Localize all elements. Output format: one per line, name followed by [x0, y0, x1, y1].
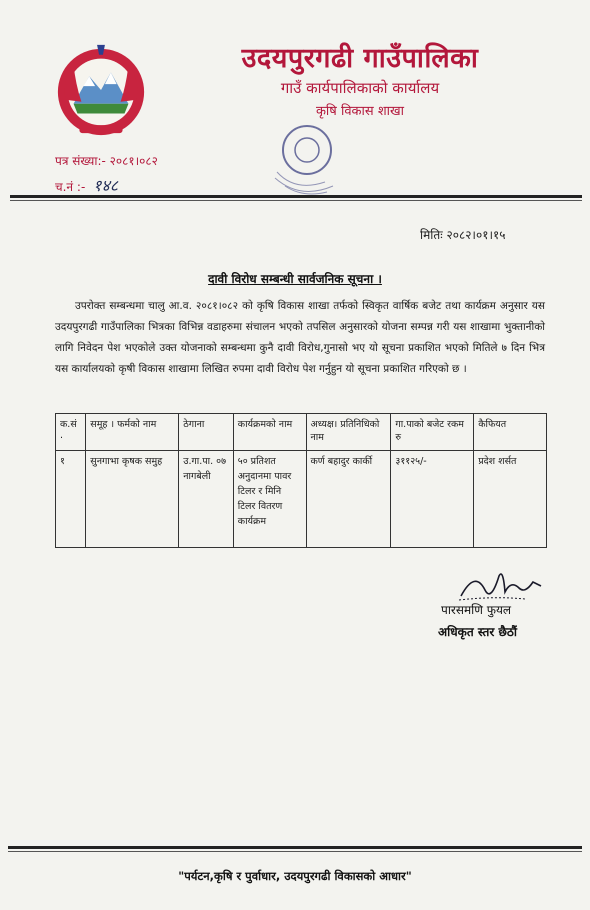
column-header-group: समूह । फर्मको नाम: [86, 414, 179, 451]
cell-serial: १: [56, 451, 86, 548]
footer-divider: [8, 846, 582, 849]
office-stamp-icon: [255, 112, 355, 202]
table-header-row: [56, 414, 547, 451]
column-header-program: कार्यक्रमको नाम: [233, 414, 306, 451]
dispatch-number-value: १४८: [93, 176, 119, 195]
footer-divider-thin: [8, 851, 582, 852]
dispatch-number-label: च.नं :-: [55, 180, 86, 194]
notice-title: दावी विरोध सम्बन्धी सार्वजनिक सूचना ।: [208, 272, 382, 286]
column-header-budget: गा.पाको बजेट रकम रु: [391, 414, 474, 451]
cell-address: उ.गा.पा. ०७ नागबेली: [179, 451, 234, 548]
header-divider: [10, 195, 582, 198]
cell-group: सुनगाभा कृषक समुह: [86, 451, 179, 548]
column-header-address: ठेगाना: [179, 414, 234, 451]
table-row: [56, 451, 547, 548]
cell-representative: कर्ण बहादुर कार्की: [306, 451, 391, 548]
section-name: कृषि विकास शाखा: [315, 104, 405, 119]
letter-date: मितिः २०८२।०१।१५: [420, 228, 506, 242]
column-header-representative: अध्यक्ष। प्रतिनिधिको नाम: [306, 414, 391, 451]
footer-slogan: "पर्यटन,कृषि र पुर्वाधार, उदयपुरगढी विकासको आधार": [178, 869, 412, 883]
letter-number: [55, 152, 158, 169]
signatory-name: पारसमणि फुयल: [441, 603, 512, 617]
office-subtitle: गाउँ कार्यपालिकाको कार्यालय: [280, 79, 440, 97]
project-table: [55, 413, 547, 548]
nepal-government-emblem-icon: [52, 40, 150, 140]
letter-number-label: पत्र संख्या:-: [55, 154, 106, 168]
cell-remarks: प्रदेश शर्सत: [474, 451, 547, 548]
header-divider-thin: [10, 200, 582, 201]
notice-body: उपरोक्त सम्बन्धमा चालु आ.व. २०८१।०८२ को कृषि विकास शाखा तर्फको स्विकृत वार्षिक बजेट तथा कार्यक्रम अनुसार यस उदयपुरगढी गाउँपालिका भित्रका विभिन्न वडाहरुमा संचालन भएको तपसिल अनुसारको योजना सम्पन्न गरी यस शाखामा भुक्तानीको लागि निवेदन पेश भएकोले उक्त योजनाको सम्बन्धमा कुनै दावी विरोध,गुनासो भए यो सूचना प्रकाशित भएको मितिले ७ दिन भित्र यस कार्यालयको कृषी विकास शाखामा लिखित रुपमा दावी विरोध पेश गर्नुहुन यो सूचना प्रकाशित गरिएको छ ।: [55, 300, 545, 375]
signature-icon: [455, 566, 545, 606]
letter-number-value: २०८१।०८२: [109, 154, 158, 168]
cell-budget: ३११२५/-: [391, 451, 474, 548]
cell-program: ५० प्रतिशत अनुदानमा पावर टिलर र मिनि टिलर वितरण कार्यक्रम: [233, 451, 306, 548]
office-name: उदयपुरगढी गाउँपालिका: [241, 43, 479, 74]
signatory-title: अधिकृत स्तर छैठौं: [438, 625, 517, 639]
column-header-remarks: कैफियत: [474, 414, 547, 451]
column-header-serial: क.सं .: [56, 414, 86, 451]
dispatch-number: [55, 174, 118, 196]
